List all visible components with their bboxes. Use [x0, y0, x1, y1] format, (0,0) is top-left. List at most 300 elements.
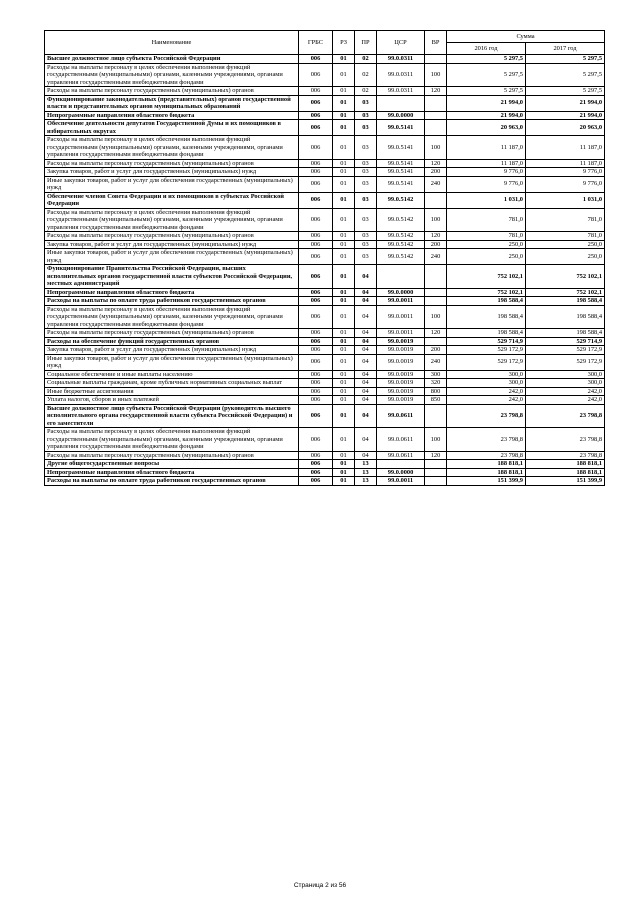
cell-csr: 99.0.0019 — [377, 337, 425, 346]
table-row — [45, 305, 605, 329]
cell-csr: 99.0.0311 — [377, 55, 425, 64]
cell-vr — [425, 477, 447, 486]
cell-grbs: 006 — [299, 404, 333, 428]
cell-v2016: 23 798,8 — [447, 451, 526, 460]
cell-rz: 01 — [333, 379, 355, 388]
cell-grbs: 006 — [299, 288, 333, 297]
cell-rz: 01 — [333, 451, 355, 460]
table-row — [45, 460, 605, 469]
cell-v2016: 300,0 — [447, 370, 526, 379]
cell-csr: 99.0.0019 — [377, 354, 425, 370]
cell-rz: 01 — [333, 240, 355, 249]
cell-grbs: 006 — [299, 451, 333, 460]
table-row — [45, 451, 605, 460]
table-row — [45, 136, 605, 160]
cell-vr: 850 — [425, 396, 447, 405]
cell-csr: 99.0.0611 — [377, 404, 425, 428]
cell-vr: 100 — [425, 208, 447, 232]
cell-v2016: 781,0 — [447, 232, 526, 241]
cell-pr: 04 — [355, 305, 377, 329]
cell-pr: 04 — [355, 428, 377, 452]
cell-vr: 800 — [425, 387, 447, 396]
table-row — [45, 120, 605, 136]
cell-csr: 99.0.0311 — [377, 63, 425, 87]
cell-pr: 04 — [355, 451, 377, 460]
cell-v2016: 5 297,5 — [447, 55, 526, 64]
cell-name: Высшее должностное лицо субъекта Российской Федерации (руководитель высшего исполнительного органа государственной власти субъекта Российской Федерации) и его заместители — [45, 404, 299, 428]
cell-v2017: 151 399,9 — [526, 477, 605, 486]
cell-pr: 04 — [355, 346, 377, 355]
cell-csr: 99.0.0611 — [377, 428, 425, 452]
budget-table — [44, 30, 605, 486]
cell-grbs: 006 — [299, 192, 333, 208]
cell-v2016: 21 994,0 — [447, 111, 526, 120]
cell-vr: 100 — [425, 305, 447, 329]
table-row — [45, 337, 605, 346]
cell-name: Другие общегосударственные вопросы — [45, 460, 299, 469]
cell-grbs: 006 — [299, 87, 333, 96]
table-row — [45, 396, 605, 405]
header-csr: ЦСР — [377, 31, 425, 55]
table-row — [45, 370, 605, 379]
cell-vr: 100 — [425, 63, 447, 87]
cell-v2017: 21 994,0 — [526, 95, 605, 111]
cell-rz: 01 — [333, 208, 355, 232]
cell-name: Расходы на обеспечение функций государственных органов — [45, 337, 299, 346]
cell-v2016: 529 172,9 — [447, 354, 526, 370]
cell-vr — [425, 265, 447, 289]
cell-rz: 01 — [333, 95, 355, 111]
cell-grbs: 006 — [299, 468, 333, 477]
cell-pr: 03 — [355, 240, 377, 249]
cell-vr — [425, 55, 447, 64]
cell-v2016: 242,0 — [447, 396, 526, 405]
cell-rz: 01 — [333, 387, 355, 396]
table-row — [45, 468, 605, 477]
cell-vr: 240 — [425, 354, 447, 370]
cell-pr: 03 — [355, 159, 377, 168]
cell-grbs: 006 — [299, 477, 333, 486]
cell-vr — [425, 288, 447, 297]
cell-v2016: 529 714,9 — [447, 337, 526, 346]
table-row — [45, 168, 605, 177]
cell-v2016: 188 818,1 — [447, 468, 526, 477]
cell-v2016: 300,0 — [447, 379, 526, 388]
cell-name: Обеспечение деятельности депутатов Государственной Думы и их помощников в избирательных округах — [45, 120, 299, 136]
cell-v2017: 250,0 — [526, 249, 605, 265]
cell-vr: 120 — [425, 159, 447, 168]
cell-v2016: 250,0 — [447, 249, 526, 265]
cell-pr: 03 — [355, 208, 377, 232]
cell-pr: 13 — [355, 460, 377, 469]
header-year-2017: 2017 год — [526, 43, 605, 55]
cell-name: Социальные выплаты гражданам, кроме публичных нормативных социальных выплат — [45, 379, 299, 388]
cell-v2016: 9 776,0 — [447, 168, 526, 177]
cell-v2017: 5 297,5 — [526, 63, 605, 87]
cell-vr — [425, 460, 447, 469]
cell-grbs: 006 — [299, 396, 333, 405]
header-name: Наименование — [45, 31, 299, 55]
cell-grbs: 006 — [299, 111, 333, 120]
table-row — [45, 329, 605, 338]
cell-grbs: 006 — [299, 370, 333, 379]
cell-name: Социальное обеспечение и иные выплаты населению — [45, 370, 299, 379]
header-vr: ВР — [425, 31, 447, 55]
cell-rz: 01 — [333, 120, 355, 136]
cell-name: Высшее должностное лицо субъекта Российской Федерации — [45, 55, 299, 64]
cell-name: Расходы на выплаты персоналу в целях обеспечения выполнения функций государственными (муниципальными) органами, казенными учреждениями, органами управления государственными внебюджетными фондами — [45, 428, 299, 452]
cell-rz: 01 — [333, 249, 355, 265]
cell-v2016: 151 399,9 — [447, 477, 526, 486]
cell-v2017: 9 776,0 — [526, 176, 605, 192]
cell-v2016: 9 776,0 — [447, 176, 526, 192]
cell-name: Обеспечение членов Совета Федерации и их помощников в субъектах Российской Федерации — [45, 192, 299, 208]
cell-grbs: 006 — [299, 460, 333, 469]
cell-v2017: 752 102,1 — [526, 288, 605, 297]
cell-pr: 04 — [355, 387, 377, 396]
cell-csr: 99.0.0011 — [377, 477, 425, 486]
cell-name: Непрограммные направления областного бюджета — [45, 468, 299, 477]
cell-csr: 99.0.0000 — [377, 111, 425, 120]
table-row — [45, 346, 605, 355]
table-row — [45, 477, 605, 486]
cell-v2016: 11 187,0 — [447, 159, 526, 168]
cell-rz: 01 — [333, 346, 355, 355]
cell-grbs: 006 — [299, 232, 333, 241]
cell-v2016: 198 588,4 — [447, 329, 526, 338]
table-row — [45, 176, 605, 192]
cell-vr — [425, 120, 447, 136]
cell-grbs: 006 — [299, 63, 333, 87]
cell-v2017: 1 031,0 — [526, 192, 605, 208]
cell-pr: 04 — [355, 297, 377, 306]
cell-v2016: 5 297,5 — [447, 87, 526, 96]
cell-name: Закупка товаров, работ и услуг для государственных (муниципальных) нужд — [45, 168, 299, 177]
cell-pr: 04 — [355, 379, 377, 388]
cell-vr: 240 — [425, 249, 447, 265]
cell-name: Иные закупки товаров, работ и услуг для обеспечения государственных (муниципальных) нужд — [45, 354, 299, 370]
cell-name: Расходы на выплаты персоналу в целях обеспечения выполнения функций государственными (муниципальными) органами, казенными учреждениями, органами управления государственными внебюджетными фондами — [45, 136, 299, 160]
cell-name: Функционирование Правительства Российской Федерации, высших исполнительных органов государственной власти субъектов Российской Федерации, местных администраций — [45, 265, 299, 289]
header-sum: Сумма — [447, 31, 605, 43]
cell-rz: 01 — [333, 297, 355, 306]
cell-name: Иные закупки товаров, работ и услуг для обеспечения государственных (муниципальных) нужд — [45, 249, 299, 265]
table-row — [45, 249, 605, 265]
header-year-2016: 2016 год — [447, 43, 526, 55]
table-row — [45, 87, 605, 96]
cell-v2016: 188 818,1 — [447, 460, 526, 469]
cell-pr: 04 — [355, 370, 377, 379]
cell-grbs: 006 — [299, 240, 333, 249]
cell-pr: 03 — [355, 249, 377, 265]
cell-csr: 99.0.0000 — [377, 468, 425, 477]
cell-csr: 99.0.5142 — [377, 232, 425, 241]
cell-pr: 03 — [355, 136, 377, 160]
cell-v2017: 529 172,9 — [526, 346, 605, 355]
cell-v2016: 242,0 — [447, 387, 526, 396]
header-grbs: ГРБС — [299, 31, 333, 55]
table-row — [45, 297, 605, 306]
cell-grbs: 006 — [299, 346, 333, 355]
cell-rz: 01 — [333, 428, 355, 452]
cell-name: Расходы на выплаты персоналу в целях обеспечения выполнения функций государственными (муниципальными) органами, казенными учреждениями, органами управления государственными внебюджетными фондами — [45, 305, 299, 329]
cell-name: Расходы на выплаты персоналу государственных (муниципальных) органов — [45, 159, 299, 168]
cell-csr: 99.0.5142 — [377, 249, 425, 265]
cell-csr: 99.0.5142 — [377, 240, 425, 249]
cell-v2016: 23 798,8 — [447, 428, 526, 452]
cell-rz: 01 — [333, 87, 355, 96]
cell-name: Расходы на выплаты персоналу государственных (муниципальных) органов — [45, 329, 299, 338]
cell-name: Иные закупки товаров, работ и услуг для обеспечения государственных (муниципальных) нужд — [45, 176, 299, 192]
cell-vr: 100 — [425, 428, 447, 452]
cell-v2016: 752 102,1 — [447, 288, 526, 297]
cell-name: Уплата налогов, сборов и иных платежей — [45, 396, 299, 405]
cell-csr — [377, 460, 425, 469]
cell-pr: 04 — [355, 265, 377, 289]
cell-vr: 320 — [425, 379, 447, 388]
cell-rz: 01 — [333, 288, 355, 297]
cell-rz: 01 — [333, 136, 355, 160]
cell-rz: 01 — [333, 460, 355, 469]
cell-vr: 300 — [425, 370, 447, 379]
cell-pr: 02 — [355, 87, 377, 96]
cell-vr: 120 — [425, 232, 447, 241]
cell-vr — [425, 192, 447, 208]
table-row — [45, 95, 605, 111]
cell-v2016: 781,0 — [447, 208, 526, 232]
cell-rz: 01 — [333, 370, 355, 379]
cell-grbs: 006 — [299, 249, 333, 265]
cell-v2017: 5 297,5 — [526, 55, 605, 64]
cell-csr: 99.0.5141 — [377, 136, 425, 160]
cell-rz: 01 — [333, 176, 355, 192]
cell-v2017: 20 963,0 — [526, 120, 605, 136]
page-footer: Страница 2 из 56 — [293, 882, 347, 889]
cell-vr — [425, 468, 447, 477]
cell-v2017: 781,0 — [526, 232, 605, 241]
cell-name: Непрограммные направления областного бюджета — [45, 288, 299, 297]
cell-csr — [377, 265, 425, 289]
cell-grbs: 006 — [299, 120, 333, 136]
cell-grbs: 006 — [299, 428, 333, 452]
cell-csr: 99.0.0019 — [377, 396, 425, 405]
cell-rz: 01 — [333, 305, 355, 329]
cell-vr — [425, 337, 447, 346]
cell-pr: 03 — [355, 95, 377, 111]
table-row — [45, 159, 605, 168]
cell-v2017: 21 994,0 — [526, 111, 605, 120]
cell-v2017: 23 798,8 — [526, 428, 605, 452]
table-row — [45, 55, 605, 64]
cell-v2017: 9 776,0 — [526, 168, 605, 177]
cell-grbs: 006 — [299, 168, 333, 177]
cell-pr: 04 — [355, 396, 377, 405]
cell-v2017: 188 818,1 — [526, 460, 605, 469]
cell-vr: 200 — [425, 346, 447, 355]
cell-rz: 01 — [333, 265, 355, 289]
cell-v2017: 300,0 — [526, 370, 605, 379]
cell-v2017: 198 588,4 — [526, 297, 605, 306]
cell-csr: 99.0.5142 — [377, 208, 425, 232]
cell-csr: 99.0.0611 — [377, 451, 425, 460]
cell-pr: 03 — [355, 168, 377, 177]
cell-pr: 04 — [355, 288, 377, 297]
cell-pr: 02 — [355, 63, 377, 87]
cell-rz: 01 — [333, 192, 355, 208]
cell-vr: 120 — [425, 451, 447, 460]
cell-grbs: 006 — [299, 55, 333, 64]
table-row — [45, 63, 605, 87]
table-row — [45, 240, 605, 249]
cell-v2016: 5 297,5 — [447, 63, 526, 87]
cell-pr: 04 — [355, 337, 377, 346]
cell-rz: 01 — [333, 55, 355, 64]
cell-vr — [425, 111, 447, 120]
cell-csr: 99.0.5141 — [377, 176, 425, 192]
cell-name: Закупка товаров, работ и услуг для государственных (муниципальных) нужд — [45, 240, 299, 249]
cell-grbs: 006 — [299, 297, 333, 306]
header-pr: ПР — [355, 31, 377, 55]
cell-v2017: 198 588,4 — [526, 329, 605, 338]
cell-pr: 02 — [355, 55, 377, 64]
cell-v2017: 529 172,9 — [526, 354, 605, 370]
cell-v2017: 250,0 — [526, 240, 605, 249]
table-row — [45, 404, 605, 428]
table-row — [45, 428, 605, 452]
cell-v2017: 11 187,0 — [526, 159, 605, 168]
cell-v2016: 11 187,0 — [447, 136, 526, 160]
cell-name: Иные бюджетные ассигнования — [45, 387, 299, 396]
cell-csr: 99.0.5141 — [377, 120, 425, 136]
cell-grbs: 006 — [299, 305, 333, 329]
cell-rz: 01 — [333, 232, 355, 241]
cell-grbs: 006 — [299, 265, 333, 289]
cell-csr: 99.0.0019 — [377, 370, 425, 379]
cell-v2017: 11 187,0 — [526, 136, 605, 160]
cell-csr: 99.0.0019 — [377, 379, 425, 388]
cell-pr: 03 — [355, 111, 377, 120]
cell-v2017: 781,0 — [526, 208, 605, 232]
cell-grbs: 006 — [299, 354, 333, 370]
cell-rz: 01 — [333, 396, 355, 405]
cell-pr: 03 — [355, 120, 377, 136]
cell-grbs: 006 — [299, 136, 333, 160]
cell-csr: 99.0.0011 — [377, 297, 425, 306]
cell-grbs: 006 — [299, 176, 333, 192]
cell-vr — [425, 404, 447, 428]
table-body — [45, 55, 605, 486]
cell-v2016: 21 994,0 — [447, 95, 526, 111]
cell-name: Функционирование законодательных (представительных) органов государственной власти и представительных органов муниципальных образований — [45, 95, 299, 111]
cell-name: Непрограммные направления областного бюджета — [45, 111, 299, 120]
table-row — [45, 192, 605, 208]
cell-v2016: 752 102,1 — [447, 265, 526, 289]
cell-name: Расходы на выплаты персоналу в целях обеспечения выполнения функций государственными (муниципальными) органами, казенными учреждениями, органами управления государственными внебюджетными фондами — [45, 208, 299, 232]
table-row — [45, 208, 605, 232]
cell-v2016: 1 031,0 — [447, 192, 526, 208]
cell-rz: 01 — [333, 63, 355, 87]
cell-vr: 120 — [425, 329, 447, 338]
cell-csr: 99.0.5141 — [377, 159, 425, 168]
cell-v2016: 198 588,4 — [447, 305, 526, 329]
cell-grbs: 006 — [299, 329, 333, 338]
cell-v2016: 20 963,0 — [447, 120, 526, 136]
cell-rz: 01 — [333, 329, 355, 338]
cell-rz: 01 — [333, 477, 355, 486]
cell-v2017: 242,0 — [526, 396, 605, 405]
cell-name: Закупка товаров, работ и услуг для государственных (муниципальных) нужд — [45, 346, 299, 355]
cell-vr — [425, 297, 447, 306]
cell-v2017: 198 588,4 — [526, 305, 605, 329]
cell-name: Расходы на выплаты персоналу государственных (муниципальных) органов — [45, 451, 299, 460]
cell-grbs: 006 — [299, 337, 333, 346]
cell-pr: 13 — [355, 477, 377, 486]
cell-pr: 13 — [355, 468, 377, 477]
cell-vr: 100 — [425, 136, 447, 160]
cell-rz: 01 — [333, 159, 355, 168]
cell-v2017: 242,0 — [526, 387, 605, 396]
cell-rz: 01 — [333, 337, 355, 346]
table-row — [45, 111, 605, 120]
cell-name: Расходы на выплаты персоналу государственных (муниципальных) органов — [45, 87, 299, 96]
cell-grbs: 006 — [299, 208, 333, 232]
header-rz: РЗ — [333, 31, 355, 55]
cell-name: Расходы на выплаты по оплате труда работников государственных органов — [45, 477, 299, 486]
table-row — [45, 354, 605, 370]
cell-v2017: 23 798,8 — [526, 404, 605, 428]
cell-vr: 200 — [425, 168, 447, 177]
cell-rz: 01 — [333, 168, 355, 177]
cell-v2016: 198 588,4 — [447, 297, 526, 306]
cell-csr: 99.0.0011 — [377, 305, 425, 329]
cell-pr: 03 — [355, 232, 377, 241]
table-row — [45, 265, 605, 289]
cell-pr: 04 — [355, 354, 377, 370]
cell-vr — [425, 95, 447, 111]
table-row — [45, 379, 605, 388]
table-row — [45, 288, 605, 297]
cell-csr: 99.0.5141 — [377, 168, 425, 177]
cell-v2017: 752 102,1 — [526, 265, 605, 289]
cell-v2017: 300,0 — [526, 379, 605, 388]
cell-v2017: 23 798,8 — [526, 451, 605, 460]
cell-v2016: 250,0 — [447, 240, 526, 249]
cell-pr: 03 — [355, 176, 377, 192]
cell-grbs: 006 — [299, 379, 333, 388]
cell-grbs: 006 — [299, 95, 333, 111]
document-page — [44, 30, 604, 486]
cell-pr: 04 — [355, 329, 377, 338]
table-row — [45, 387, 605, 396]
cell-name: Расходы на выплаты персоналу государственных (муниципальных) органов — [45, 232, 299, 241]
cell-v2017: 188 818,1 — [526, 468, 605, 477]
cell-name: Расходы на выплаты по оплате труда работников государственных органов — [45, 297, 299, 306]
cell-rz: 01 — [333, 468, 355, 477]
cell-csr: 99.0.0019 — [377, 346, 425, 355]
cell-csr: 99.0.0019 — [377, 387, 425, 396]
cell-csr: 99.0.0011 — [377, 329, 425, 338]
cell-pr: 03 — [355, 192, 377, 208]
cell-rz: 01 — [333, 354, 355, 370]
cell-csr: 99.0.0000 — [377, 288, 425, 297]
cell-v2016: 529 172,9 — [447, 346, 526, 355]
cell-csr — [377, 95, 425, 111]
cell-grbs: 006 — [299, 159, 333, 168]
cell-vr: 120 — [425, 87, 447, 96]
cell-vr: 200 — [425, 240, 447, 249]
cell-v2017: 529 714,9 — [526, 337, 605, 346]
cell-v2017: 5 297,5 — [526, 87, 605, 96]
